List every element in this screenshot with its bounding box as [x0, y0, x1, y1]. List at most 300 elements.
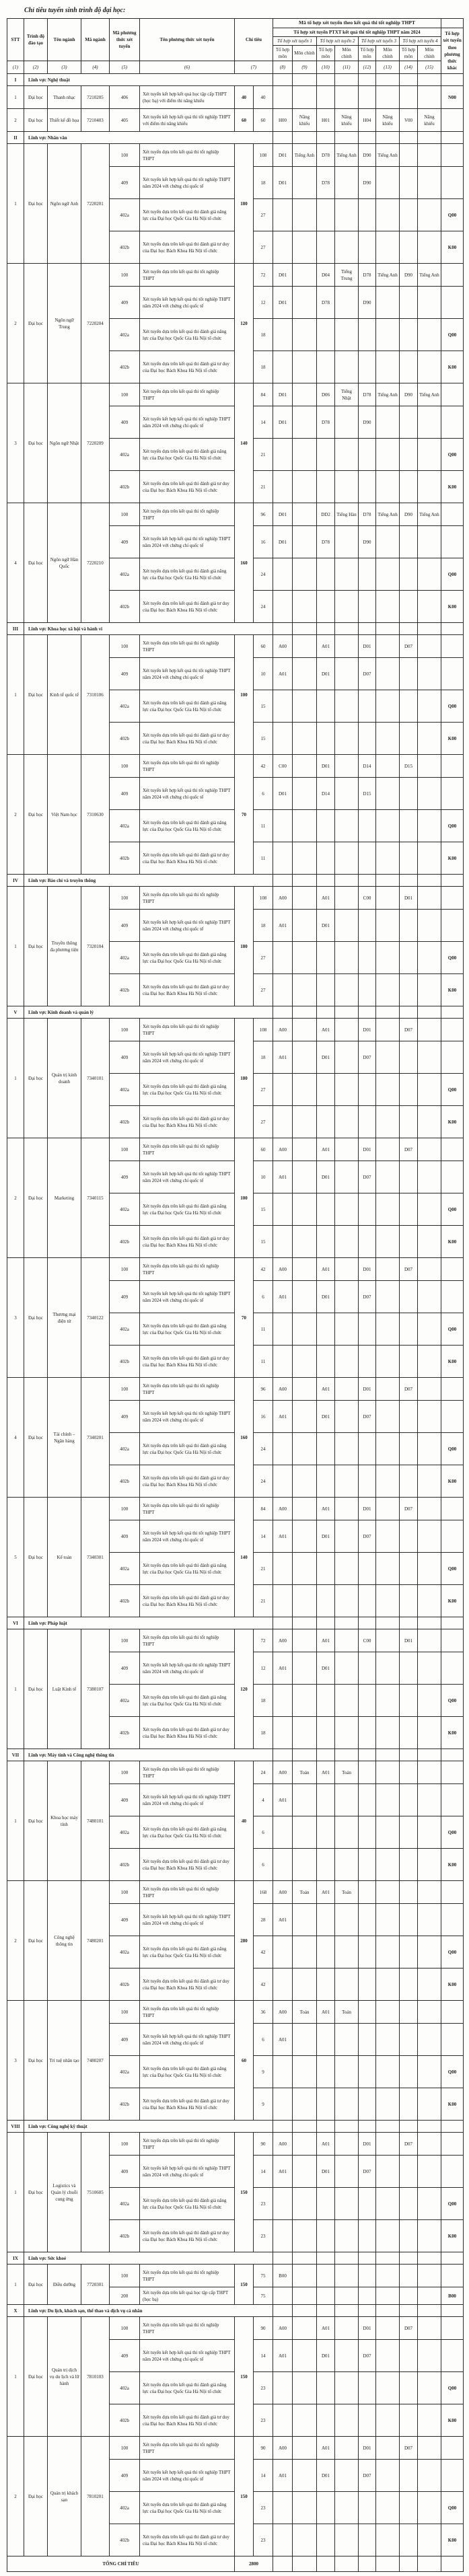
main-subject: [376, 1106, 400, 1138]
major-level: Đại học: [24, 86, 48, 109]
main-subject: [335, 1346, 359, 1378]
main-subject: [376, 1258, 400, 1281]
main-subject: [376, 167, 400, 199]
combo-code: D90: [359, 167, 376, 199]
method-quota: 108: [254, 144, 273, 167]
combo-code: D01: [273, 526, 293, 558]
combo-code: [400, 1936, 418, 1968]
combo-code: [317, 2265, 335, 2287]
method-description: Xét tuyển dựa trên kết quả thi tốt nghiệp THPT: [140, 2133, 235, 2156]
major-name: Khoa học máy tính: [48, 1761, 81, 1881]
combo-code: [400, 842, 418, 875]
empty-cell: [400, 2305, 418, 2317]
main-subject: Toán: [335, 1881, 359, 1904]
combo-code: [359, 591, 376, 623]
combo-code: A01: [273, 1784, 293, 1816]
main-subject: [335, 2404, 359, 2437]
section-number: IV: [7, 875, 24, 887]
combo-code: [400, 2287, 418, 2305]
combo-code: D01: [317, 1652, 335, 1685]
column-number-row: [7, 61, 464, 74]
main-subject: [293, 778, 317, 810]
main-subject: [293, 503, 317, 526]
main-subject: [418, 167, 441, 199]
combo-code: [317, 2524, 335, 2556]
combo-code: A01: [317, 2001, 335, 2024]
combo-code: [359, 1652, 376, 1685]
empty-cell: [273, 1006, 293, 1019]
main-subject: [418, 2460, 441, 2492]
empty-cell: [335, 2305, 359, 2317]
section-header-row: [7, 1006, 464, 1019]
method-description: Xét tuyển kết hợp kết quả thi tốt nghiệp THPT năm 2024 với chứng chỉ quốc tế: [140, 1904, 235, 1936]
main-subject: Tiếng Anh: [418, 383, 441, 406]
header-method-name: Tên phương thức xét tuyển: [140, 19, 235, 61]
header-combo-group: Mã tổ hợp xét tuyển theo kết quả thi tốt nghiệp THPT: [273, 19, 441, 28]
combo-code: D90: [359, 144, 376, 167]
other-combo-code: Q00: [441, 810, 464, 842]
method-code: 402b: [110, 471, 140, 503]
combo-code: D01: [317, 1520, 335, 1553]
combo-code: D90: [400, 383, 418, 406]
method-quota: 23: [254, 2524, 273, 2556]
main-subject: [376, 471, 400, 503]
major-level: Đại học: [24, 2317, 48, 2437]
section-number: III: [7, 623, 24, 635]
combo-code: [359, 2056, 376, 2088]
main-subject: [335, 351, 359, 383]
empty-cell: [359, 1006, 376, 1019]
major-code: 7810201: [81, 2437, 110, 2556]
other-combo-code: [441, 406, 464, 439]
main-subject: [335, 1041, 359, 1074]
major-code: 7220210: [81, 503, 110, 623]
main-subject: [293, 287, 317, 319]
combo-code: [359, 1106, 376, 1138]
combo-code: D01: [317, 755, 335, 778]
main-subject: [376, 1585, 400, 1617]
major-stt: 4: [7, 503, 24, 623]
combo-code: [400, 1881, 418, 1904]
combo-code: [273, 1226, 293, 1258]
main-subject: [293, 2317, 317, 2340]
combo-code: D78: [317, 406, 335, 439]
main-subject: [376, 2372, 400, 2404]
main-subject: [335, 231, 359, 264]
major-stt: 1: [7, 1629, 24, 1749]
empty-cell: [376, 875, 400, 887]
method-quota: 15: [254, 1193, 273, 1226]
combo-code: D14: [359, 755, 376, 778]
combo-code: [359, 2088, 376, 2121]
major-name: Tài chính – Ngân hàng: [48, 1378, 81, 1498]
method-row: [7, 2001, 464, 2024]
combo-code: [359, 1313, 376, 1346]
main-subject: [335, 1465, 359, 1498]
main-subject: [335, 1520, 359, 1553]
main-subject: [335, 2492, 359, 2524]
major-stt: 1: [7, 2317, 24, 2437]
combo-code: A00: [273, 2133, 293, 2156]
combo-code: [400, 1717, 418, 1749]
combo-code: D14: [317, 778, 335, 810]
combo-code: A00: [273, 1881, 293, 1904]
empty-cell: [317, 875, 335, 887]
main-subject: [376, 1685, 400, 1717]
combo-code: [317, 1904, 335, 1936]
combo-code: [400, 1685, 418, 1717]
method-quota: 11: [254, 1346, 273, 1378]
empty-cell: [441, 1617, 464, 1629]
major-stt: 2: [7, 1138, 24, 1258]
combo-code: [317, 1936, 335, 1968]
method-description: Xét tuyển dựa trên kết quả thi đánh giá tư duy của Đại học Bách Khoa Hà Nội tổ chức: [140, 1465, 235, 1498]
major-total-quota: 150: [235, 2133, 254, 2252]
other-combo-code: Q00: [441, 1433, 464, 1465]
empty-cell: [273, 2121, 293, 2133]
empty-cell: [359, 74, 376, 86]
main-subject: [335, 1106, 359, 1138]
other-combo-code: Q00: [441, 2188, 464, 2220]
combo-code: [317, 1106, 335, 1138]
method-code: 100: [110, 2317, 140, 2340]
major-name: Công nghệ thông tin: [48, 1881, 81, 2001]
combo-code: D07: [359, 1281, 376, 1313]
method-code: 409: [110, 2340, 140, 2372]
empty-cell: [376, 1617, 400, 1629]
method-code: 402a: [110, 1193, 140, 1226]
main-subject: Tiếng Anh: [293, 144, 317, 167]
method-code: 402a: [110, 1074, 140, 1106]
method-quota: 14: [254, 2460, 273, 2492]
main-subject: [418, 526, 441, 558]
empty-cell: [293, 132, 317, 144]
other-combo-code: [441, 264, 464, 287]
main-subject: [418, 1258, 441, 1281]
main-subject: Toán: [293, 1881, 317, 1904]
combo-code: D15: [400, 755, 418, 778]
combo-code: H01: [317, 109, 335, 132]
main-subject: [376, 1041, 400, 1074]
method-code: 402a: [110, 1433, 140, 1465]
method-description: Xét tuyển dựa trên kết quả thi đánh giá năng lực của Đại học Quốc Gia Hà Nội tổ chức: [140, 2372, 235, 2404]
combo-code: [273, 2056, 293, 2088]
main-subject: [376, 406, 400, 439]
other-combo-code: [441, 1498, 464, 1520]
combo-code: [273, 1816, 293, 1849]
main-subject: [335, 2265, 359, 2287]
method-description: Xét tuyển dựa trên kết quả thi đánh giá năng lực của Đại học Quốc Gia Hà Nội tổ chức: [140, 942, 235, 974]
main-subject: [335, 690, 359, 723]
combo-code: A01: [273, 1904, 293, 1936]
combo-code: [273, 842, 293, 875]
empty-cell: [293, 1006, 317, 1019]
other-combo-code: K00: [441, 974, 464, 1006]
other-combo-code: K00: [441, 351, 464, 383]
other-combo-code: [441, 1904, 464, 1936]
main-subject: [418, 1465, 441, 1498]
combo-code: D07: [400, 1378, 418, 1401]
major-code: 7340301: [81, 1498, 110, 1617]
main-subject: [293, 1498, 317, 1520]
method-quota: 9: [254, 2088, 273, 2121]
combo-code: D01: [317, 2156, 335, 2188]
method-code: 402a: [110, 1553, 140, 1585]
main-subject: [335, 167, 359, 199]
section-number: V: [7, 1006, 24, 1019]
main-subject: [293, 942, 317, 974]
method-row: [7, 755, 464, 778]
method-quota: 90: [254, 2133, 273, 2156]
method-quota: 90: [254, 2317, 273, 2340]
method-code: 409: [110, 406, 140, 439]
empty-cell: [335, 74, 359, 86]
combo-code: A00: [273, 887, 293, 910]
other-combo-code: [441, 287, 464, 319]
combo-code: [359, 910, 376, 942]
method-row: [7, 1629, 464, 1652]
main-subject: [418, 1498, 441, 1520]
method-description: Xét tuyển dựa trên kết quả thi tốt nghiệp THPT: [140, 2265, 235, 2287]
major-level: Đại học: [24, 755, 48, 875]
combo-code: [400, 2088, 418, 2121]
other-combo-code: [441, 383, 464, 406]
major-code: 7340122: [81, 1258, 110, 1378]
combo-code: D07: [400, 1498, 418, 1520]
method-code: 402a: [110, 1685, 140, 1717]
combo-code: [400, 439, 418, 471]
combo-code: D15: [359, 778, 376, 810]
method-description: Xét tuyển kết hợp kết quả thi tốt nghiệp THPT năm 2024 với chứng chỉ quốc tế: [140, 2156, 235, 2188]
method-quota: 18: [254, 351, 273, 383]
combo-code: [317, 1816, 335, 1849]
method-description: Xét tuyển dựa trên kết quả thi đánh giá tư duy của Đại học Bách Khoa Hà Nội tổ chức: [140, 2088, 235, 2121]
main-subject: [376, 2317, 400, 2340]
empty-cell: [359, 2121, 376, 2133]
combo-code: D04: [317, 264, 335, 287]
major-name: Kinh tế quốc tế: [48, 635, 81, 755]
method-description: Xét tuyển dựa trên kết quả thi đánh giá năng lực của Đại học Quốc Gia Hà Nội tổ chức: [140, 439, 235, 471]
major-stt: 1: [7, 144, 24, 264]
method-quota: 108: [254, 1019, 273, 1041]
combo-code: [359, 558, 376, 591]
main-subject: [293, 842, 317, 875]
method-code: 402a: [110, 690, 140, 723]
combo-code: D01: [273, 503, 293, 526]
method-quota: 21: [254, 439, 273, 471]
main-subject: [376, 1652, 400, 1685]
main-subject: [376, 287, 400, 319]
combo-code: D07: [359, 2156, 376, 2188]
combo-code: A01: [317, 2133, 335, 2156]
combo-code: D01: [359, 635, 376, 658]
combo-code: [359, 2492, 376, 2524]
main-subject: Tiếng Hàn: [335, 503, 359, 526]
combo-code: [359, 471, 376, 503]
method-description: Xét tuyển kết hợp kết quả thi tốt nghiệp THPT năm 2024 với chứng chỉ quốc tế: [140, 526, 235, 558]
method-code: 402a: [110, 1816, 140, 1849]
method-quota: 27: [254, 231, 273, 264]
major-total-quota: 40: [235, 1761, 254, 1881]
main-subject: [376, 2188, 400, 2220]
method-description: Xét tuyển kết hợp kết quả thi tốt nghiệp THPT năm 2024 với chứng chỉ quốc tế: [140, 1520, 235, 1553]
combo-code: D90: [400, 264, 418, 287]
major-total-quota: 70: [235, 1258, 254, 1378]
combo-code: D90: [359, 406, 376, 439]
main-subject: [418, 842, 441, 875]
method-description: Xét tuyển dựa trên kết quả thi đánh giá tư duy của Đại học Bách Khoa Hà Nội tổ chức: [140, 1717, 235, 1749]
combo-code: C00: [273, 755, 293, 778]
major-code: 7340101: [81, 1019, 110, 1138]
combo-code: D90: [359, 287, 376, 319]
combo-code: [273, 1553, 293, 1585]
main-subject: [335, 1313, 359, 1346]
combo-code: [273, 1074, 293, 1106]
method-code: 100: [110, 503, 140, 526]
combo-code: [359, 1761, 376, 1784]
method-quota: 60: [254, 109, 273, 132]
major-total-quota: 160: [235, 1378, 254, 1498]
method-quota: 60: [254, 635, 273, 658]
main-subject: [418, 2265, 441, 2287]
method-quota: 84: [254, 1498, 273, 1520]
method-description: Xét tuyển dựa trên kết quả thi đánh giá tư duy của Đại học Bách Khoa Hà Nội tổ chức: [140, 591, 235, 623]
method-code: 100: [110, 1019, 140, 1041]
combo-code: [400, 1161, 418, 1193]
combo-code: [273, 2088, 293, 2121]
main-subject: [418, 2156, 441, 2188]
main-subject: [335, 1258, 359, 1281]
main-subject: [335, 439, 359, 471]
combo-code: D07: [359, 2460, 376, 2492]
main-subject: [293, 2340, 317, 2372]
other-combo-code: Q00: [441, 1816, 464, 1849]
main-subject: [376, 658, 400, 690]
empty-cell: [273, 623, 293, 635]
main-subject: [293, 887, 317, 910]
combo-code: [317, 1346, 335, 1378]
main-subject: [376, 1281, 400, 1313]
main-subject: [376, 2056, 400, 2088]
main-subject: [335, 2340, 359, 2372]
main-subject: [293, 1968, 317, 2001]
main-subject: [293, 526, 317, 558]
major-stt: 2: [7, 264, 24, 383]
combo-code: A01: [273, 1041, 293, 1074]
major-code: 7210205: [81, 86, 110, 109]
major-level: Đại học: [24, 887, 48, 1006]
method-description: Xét tuyển dựa trên kết quả thi tốt nghiệp THPT: [140, 1629, 235, 1652]
combo-code: [359, 1816, 376, 1849]
main-subject: [335, 974, 359, 1006]
main-subject: [293, 974, 317, 1006]
combo-code: [400, 319, 418, 351]
major-code: 7210403: [81, 109, 110, 132]
main-subject: [418, 1161, 441, 1193]
empty-cell: [400, 1617, 418, 1629]
main-subject: [418, 351, 441, 383]
main-subject: [293, 199, 317, 231]
method-description: Xét tuyển dựa trên kết quả thi đánh giá tư duy của Đại học Bách Khoa Hà Nội tổ chức: [140, 974, 235, 1006]
main-subject: [418, 2024, 441, 2056]
section-header-row: [7, 623, 464, 635]
main-subject: [418, 2001, 441, 2024]
empty-cell: [359, 2305, 376, 2317]
method-description: Xét tuyển dựa trên kết quả thi đánh giá năng lực của Đại học Quốc Gia Hà Nội tổ chức: [140, 319, 235, 351]
combo-code: [359, 2001, 376, 2024]
combo-code: [359, 231, 376, 264]
main-subject: [418, 2404, 441, 2437]
empty-cell: [400, 132, 418, 144]
main-subject: [335, 1378, 359, 1401]
method-quota: 168: [254, 1881, 273, 1904]
empty-cell: [376, 1749, 400, 1761]
method-row: [7, 1258, 464, 1281]
empty-cell: [400, 74, 418, 86]
combo-code: [273, 1346, 293, 1378]
main-subject: [376, 1226, 400, 1258]
combo-code: [273, 1465, 293, 1498]
section-number: I: [7, 74, 24, 86]
method-description: Xét tuyển kết hợp kết quả thi tốt nghiệp THPT năm 2024 với chứng chỉ quốc tế: [140, 910, 235, 942]
main-subject: [418, 1881, 441, 1904]
combo-code: A01: [273, 2340, 293, 2372]
main-subject: [418, 1849, 441, 1881]
main-subject: [376, 2404, 400, 2437]
empty-cell: [335, 1749, 359, 1761]
method-description: Xét tuyển dựa trên kết quả thi đánh giá tư duy của Đại học Bách Khoa Hà Nội tổ chức: [140, 1968, 235, 2001]
main-subject: [418, 1685, 441, 1717]
main-subject: [418, 2287, 441, 2305]
combo-code: [317, 2220, 335, 2252]
other-combo-code: [441, 2156, 464, 2188]
main-subject: Tiếng Anh: [418, 264, 441, 287]
method-description: Xét tuyển dựa trên kết quả thi tốt nghiệp THPT: [140, 2317, 235, 2340]
combo-code: [273, 810, 293, 842]
main-subject: [418, 1904, 441, 1936]
header-combo-subtitle: Tổ hợp xét tuyển PTXT kết quả thi tốt nghiệp THPT năm 2024: [273, 28, 441, 36]
main-subject: [418, 199, 441, 231]
main-subject: Tiếng Anh: [376, 144, 400, 167]
main-subject: [293, 1585, 317, 1617]
empty-cell: [273, 2556, 293, 2572]
method-description: Xét tuyển dựa trên kết quả thi tốt nghiệp THPT: [140, 503, 235, 526]
combo-code: [317, 1553, 335, 1585]
combo-code: [317, 1849, 335, 1881]
method-quota: 6: [254, 1849, 273, 1881]
combo-code: [400, 1041, 418, 1074]
main-subject: [376, 2024, 400, 2056]
main-subject: [335, 2287, 359, 2305]
combo-code: [317, 842, 335, 875]
method-description: Xét tuyển dựa trên kết quả thi tốt nghiệp THPT: [140, 1378, 235, 1401]
major-total-quota: 100: [235, 1138, 254, 1258]
main-subject: [293, 2287, 317, 2305]
main-subject: [335, 778, 359, 810]
combo-code: B00: [273, 2265, 293, 2287]
combo-code: [400, 2001, 418, 2024]
combo-code: [400, 1849, 418, 1881]
main-subject: [418, 723, 441, 755]
main-subject: [335, 558, 359, 591]
main-subject: [376, 1313, 400, 1346]
combo-code: D07: [400, 2317, 418, 2340]
main-subject: [376, 1433, 400, 1465]
column-number: (8): [273, 61, 293, 74]
method-quota: 6: [254, 2024, 273, 2056]
method-description: Xét tuyển dựa trên kết quả thi đánh giá năng lực của Đại học Quốc Gia Hà Nội tổ chức: [140, 810, 235, 842]
combo-code: D01: [317, 910, 335, 942]
